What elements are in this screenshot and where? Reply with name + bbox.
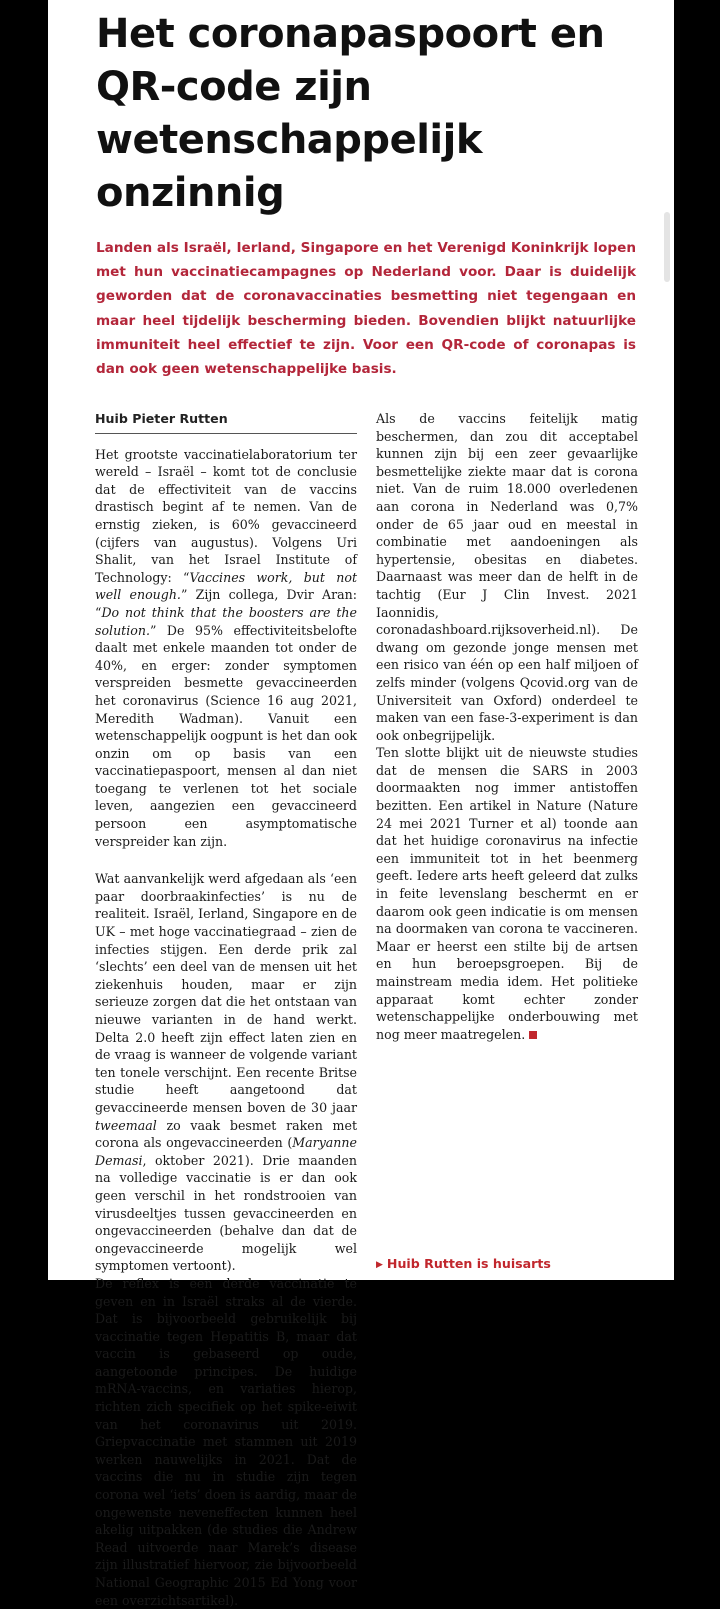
paragraph-1: Het grootste vaccinatielaboratorium ter wereld – Israël – komt tot de conclusie dat de effectiviteit van de vaccins drastisch begint af te nemen. Van de ernstig zieken, is 60% gevaccineerd (cijfers van augustus). Volgens Uri Shalit, van het Israel Institute of Technology: “Vaccines work, but not well enough.” Zijn collega, Dvir Aran: “Do not think that the boosters are the solution.” De 95% effectiviteitsbelofte daalt met enkele maanden tot onder de 40%, en erger: zonder symptomen verspreiden besmette gevaccineerden het coronavirus (Science 16 aug 2021, Meredith Wadman). Vanuit een wetenschappelijk oogpunt is het dan ook onzin om op basis van een vaccinatiepaspoort, mensen al dan niet toegang te verlenen tot het sociale leven, aangezien een gevaccineerd persoon een asymptomatische verspreider kan zijn. [95, 446, 357, 849]
scrollbar-thumb[interactable] [664, 212, 670, 282]
body-column-right [376, 410, 638, 1043]
article-title: Het coronapaspoort en QR-code zijn wetenschappelijk onzinnig [96, 11, 605, 216]
paragraph-2: Wat aanvankelijk werd afgedaan als ‘een paar doorbraakinfecties’ is nu de realiteit. Israël, Ierland, Singapore en de UK – met hoge vaccinatiegraad – zien de infecties stijgen. Een derde prik zal ‘slechts’ een deel van de mensen uit het ziekenhuis houden, maar er zijn serieuze zorgen dat die het ontstaan van nieuwe varianten in de hand werkt. Delta 2.0 heeft zijn effect laten zien en de vraag is wanneer de volgende variant ten tonele verschijnt. Een recente Britse studie heeft aangetoond dat gevaccineerde mensen boven de 30 jaar tweemaal zo vaak besmet raken met corona als ongevaccineerden (Maryanne Demasi, oktober 2021). Drie maanden na volledige vaccinatie is er dan ook geen verschil in het rondstrooien van virusdeeltjes tussen gevaccineerden en ongevaccineerden (behalve dan dat de ongevaccineerde mogelijk wel symptomen vertoont). [95, 871, 357, 1274]
paragraph-4: Als de vaccins feitelijk matig beschermen, dan zou dit acceptabel kunnen zijn bij een zeer gevaarlijke besmettelijke ziekte maar dat is corona niet. Van de ruim 18.000 overledenen aan corona in Nederland was 0,7% onder de 65 jaar oud en meestal in combinatie met aandoeningen als hypertensie, obesitas en diabetes. Daarnaast was meer dan de helft in de tachtig (Eur J Clin Invest. 2021 Iaonnidis, coronadashboard.rijksoverheid.nl). De dwang om gezonde jonge mensen met een risico van één op een half miljoen of zelfs minder (volgens Qcovid.org van de Universiteit van Oxford) onderdeel te maken van een fase-3-experiment is dan ook onbegrijpelijk. [376, 411, 638, 743]
paragraph-5: Ten slotte blijkt uit de nieuwste studies dat de mensen die SARS in 2003 doormaakten nog immer antistoffen bezitten. Een artikel in Nature (Nature 24 mei 2021 Turner et al) toonde aan dat het huidige coronavirus na infectie een immuniteit tot in het beenmerg geeft. Iedere arts heeft geleerd dat zulks in feite levenslang beschermt en er daarom ook geen indicatie is om mensen na doormaken van corona te vaccineren. Maar er heerst een stilte bij de artsen en hun beroepsgroepen. Bij de mainstream media idem. Het politieke apparaat komt echter zonder wetenschappelijke onderbouwing met nog meer maatregelen. [376, 745, 638, 1042]
paragraph-3: De reflex is een derde vaccinatie te geven en in Israël straks al de vierde. Dat is bijvoorbeeld gebruikelijk bij vaccinatie tegen Hepatitis B, maar dat vaccin is gebaseerd op oude, aangetoonde principes. De huidige mRNA-vaccins, en variaties hierop, richten zich specifiek op het spike-eiwit van het coronavirus uit 2019. Griepvaccinatie met stammen uit 2019 werken nauwelijks in 2021. Dat de vaccins die nu in studie zijn tegen corona wel ‘iets’ doen is aardig, maar de ongewenste neveneffecten kunnen heel akelig uitpakken (de studies die Andrew Read uitvoerde naar Marek’s disease zijn illustratief hiervoor, zie bijvoorbeeld National Geographic 2015 Ed Yong voor een overzichtsartikel). [95, 1275, 357, 1608]
author-byline: Huib Pieter Rutten [95, 410, 357, 434]
author-footnote: ▶ Huib Rutten is huisarts [376, 1256, 551, 1271]
body-column-left [95, 410, 357, 1609]
triangle-right-icon: ▶ [376, 1260, 383, 1270]
magazine-page [48, 0, 674, 1608]
article-lede: Landen als Israël, Ierland, Singapore en het Verenigd Koninkrijk lopen met hun vaccinatiecampagnes op Nederland voor. Daar is duidelijk geworden dat de coronavaccinaties besmetting niet tegengaan en maar heel tijdelijk bescherming bieden. Bovendien blijkt natuurlijke immuniteit heel effectief te zijn. Voor een QR-code of coronapas is dan ook geen wetenschappelijke basis. [96, 240, 636, 378]
end-mark-icon [529, 1031, 537, 1039]
